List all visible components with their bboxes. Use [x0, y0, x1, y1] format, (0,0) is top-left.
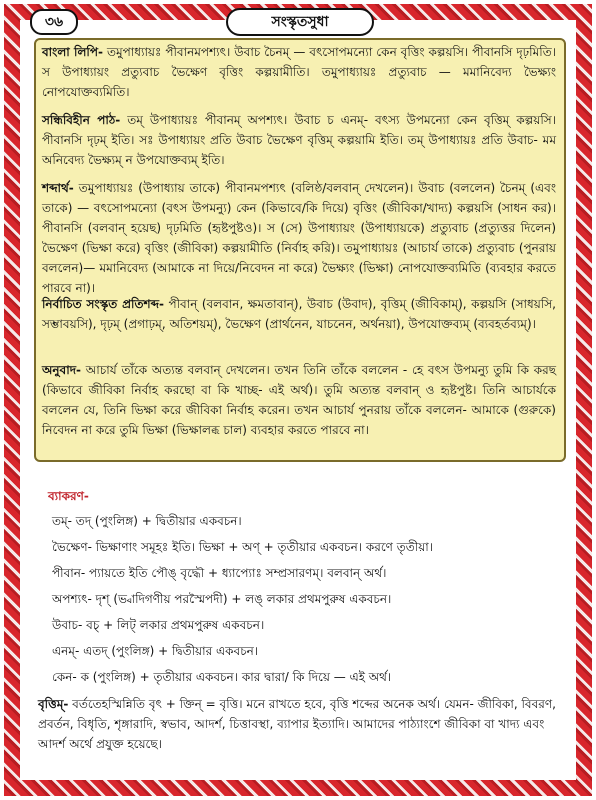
- heading-vritti: বৃত্তিম্-: [38, 697, 69, 711]
- grammar-line: এনম্- এতদ্ (পুংলিঙ্গ) + দ্বিতীয়ার একবচন।: [52, 644, 259, 658]
- text-sandhi-bihin: তম্ উপাধ্যায়ঃ পীবানম্ অপশ্যৎ। উবাচ চ এনম্- বৎস্য উপমন্যো কেন বৃত্তিম্ কল্পয়সি। পীবানসি দৃঢ়ম্ ইতি। সঃ উপাধ্যায়ং প্রতি উবাচ ভৈক্ষেণ বৃত্তিম্ কল্পয়ামি ইতি। তম্ উপাধ্যায়ঃ প্রতি উবাচ- মম অনিবেদ্য ভৈক্ষ্যম্ ন উপযোক্তব্যম্ ইতি।: [42, 113, 557, 167]
- paragraph-anubad: [42, 360, 556, 440]
- grammar-line: তম্- তদ্ (পুংলিঙ্গ) + দ্বিতীয়ার একবচন।: [52, 514, 242, 528]
- paragraph-synonyms: [42, 294, 556, 334]
- grammar-vritti: [38, 694, 564, 754]
- grammar-line: পীবান- প্যায়তে ইতি পৌঙ্ বৃদ্ধৌ + ধ্যাপ্যোঃ সম্প্রসারণম্। বলবান্ অর্থ।: [52, 566, 387, 580]
- page-number: ৩৬: [30, 9, 78, 35]
- grammar-title: ব্যাকরণ-: [48, 489, 89, 503]
- paragraph-shabdartha: [42, 178, 556, 298]
- heading-anubad: অনুবাদ-: [42, 363, 81, 377]
- text-shabdartha: তমুপাধ্যায়ঃ (উপাধ্যায় তাকে) পীবানমপশ্যৎ (বলিষ্ঠ/বলবান্ দেখলেন)। উবাচ (বললেন) চৈনম্ (এবং তাকে) — বৎসোপমন্যো (বৎস উপমন্যু) কেন (কিভাবে/কি দিয়ে) বৃত্তিং (জীবিকা/খাদ্য) কল্পয়সি (সাধন কর)। পীবানসি (বলবান্ হয়েছ) দৃঢ়মিতি (হৃষ্টপুষ্টও)। স (সে) উপাধ্যায়ং (উপাধ্যায়কে) প্রত্যুবাচ (প্রত্যুত্তর দিলেন) ভৈক্ষেণ (ভিক্ষা করে) বৃত্তিং (জীবিকা) কল্পয়ামীতি (নির্বাহ করি)। তমুপাধ্যায়ঃ (আচার্য তাকে) প্রত্যুবাচ (পুনরায় বললেন)— মমানিবেদ্য (আমাকে না দিয়ে/নিবেদন না করে) ভৈক্ষ্যং (ভিক্ষা) নোপযোক্তব্যমিতি (ব্যবহার করতে পারবে না)।: [42, 181, 556, 295]
- paragraph-sandhi-bihin: [42, 110, 556, 170]
- heading-synonyms: নির্বাচিত সংস্কৃত প্রতিশব্দ-: [42, 297, 164, 311]
- text-vritti: বর্ততেহস্মিন্নিতি বৃৎ + ক্তিন্ = বৃত্তি। মনে রাখতে হবে, বৃত্তি শব্দের অনেক অর্থ। যেমন- জীবিকা, বিবরণ, প্রবর্তন, বিধৃতি, শৃঙ্গারাদি, স্বভাব, আদর্শ, চিত্তাবস্থা, ব্যাপার ইত্যাদি। আমাদের পাঠ্যাংশে জীবিকা বা খাদ্য এবং আদর্শ অর্থে প্রযুক্ত হয়েছে।: [38, 697, 556, 751]
- grammar-line: উবাচ- বচ্ + লিট্ লকার প্রথমপুরুষ একবচন।: [52, 618, 265, 632]
- heading-bangla-lipi: বাংলা লিপি-: [42, 45, 103, 59]
- text-anubad: আচার্য তাঁকে অত্যন্ত বলবান্ দেখলেন। তখন তিনি তাঁকে বললেন - হে বৎস উপমন্যু তুমি কি করছ (কিভাবে জীবিকা নির্বাহ করছো বা কি খাচ্ছ- এই অর্থ)। তুমি অত্যন্ত বলবান্ ও হৃষ্টপুষ্ট। তিনি আচার্যকে বললেন যে, তিনি ভিক্ষা করে জীবিকা নির্বাহ করেন। তখন আচার্য পুনরায় তাঁকে বললেন- আমাকে (গুরুকে) নিবেদন না করে তুমি ভিক্ষা (ভিক্ষালব্ধ চাল) ব্যবহার করতে পারবে না।: [42, 363, 556, 437]
- grammar-line: অপশ্যৎ- দৃশ্ (ভ্বাদিগণীয় পরস্মৈপদী) + লঙ্ লকার প্রথমপুরুষ একবচন।: [52, 592, 392, 606]
- grammar-line: কেন- ক (পুংলিঙ্গ) + তৃতীয়ার একবচন। কার দ্বারা/ কি দিয়ে — এই অর্থ।: [52, 670, 392, 684]
- heading-shabdartha: শব্দার্থ-: [42, 181, 74, 195]
- paragraph-bangla-lipi: [42, 42, 556, 102]
- section-title: সংস্কৃতসুধা: [226, 8, 374, 36]
- grammar-line: ভৈক্ষেণ- ভিক্ষাণাং সমূহঃ ইতি। ভিক্ষা + অণ্ + তৃতীয়ার একবচন। করণে তৃতীয়া।: [52, 540, 434, 554]
- heading-sandhi-bihin: সন্ধিবিহীন পাঠ-: [42, 113, 121, 127]
- text-bangla-lipi: তমুপাধ্যায়ঃ পীবানমপশ্যৎ। উবাচ চৈনম্ — বৎসোপমন্যো কেন বৃত্তিং কল্পয়সি। পীবানসি দৃঢ়মিতি। স উপাধ্যায়ং প্রত্যুবাচ ভৈক্ষেণ বৃত্তিং কল্পয়ামীতি। তমুপাধ্যায়ঃ প্রত্যুবাচ — মমানিবেদ্য ভৈক্ষ্যং নোপযোক্তব্যমিতি।: [42, 45, 556, 99]
- text-synonyms: পীবান্ (বলবান, ক্ষমতাবান্), উবাচ (উবাদ), বৃত্তিম্ (জীবিকাম্), কল্পয়সি (সাধয়সি, সম্ভাবয়সি), দৃঢ়ম্ (প্রগাঢ়ম্, অতিশয়ম্), ভৈক্ষেণ (প্রার্থনেন, যাচনেন, অর্থনয়া), উপযোক্তব্যম্ (ব্যবহর্তব্যম্)।: [42, 297, 556, 331]
